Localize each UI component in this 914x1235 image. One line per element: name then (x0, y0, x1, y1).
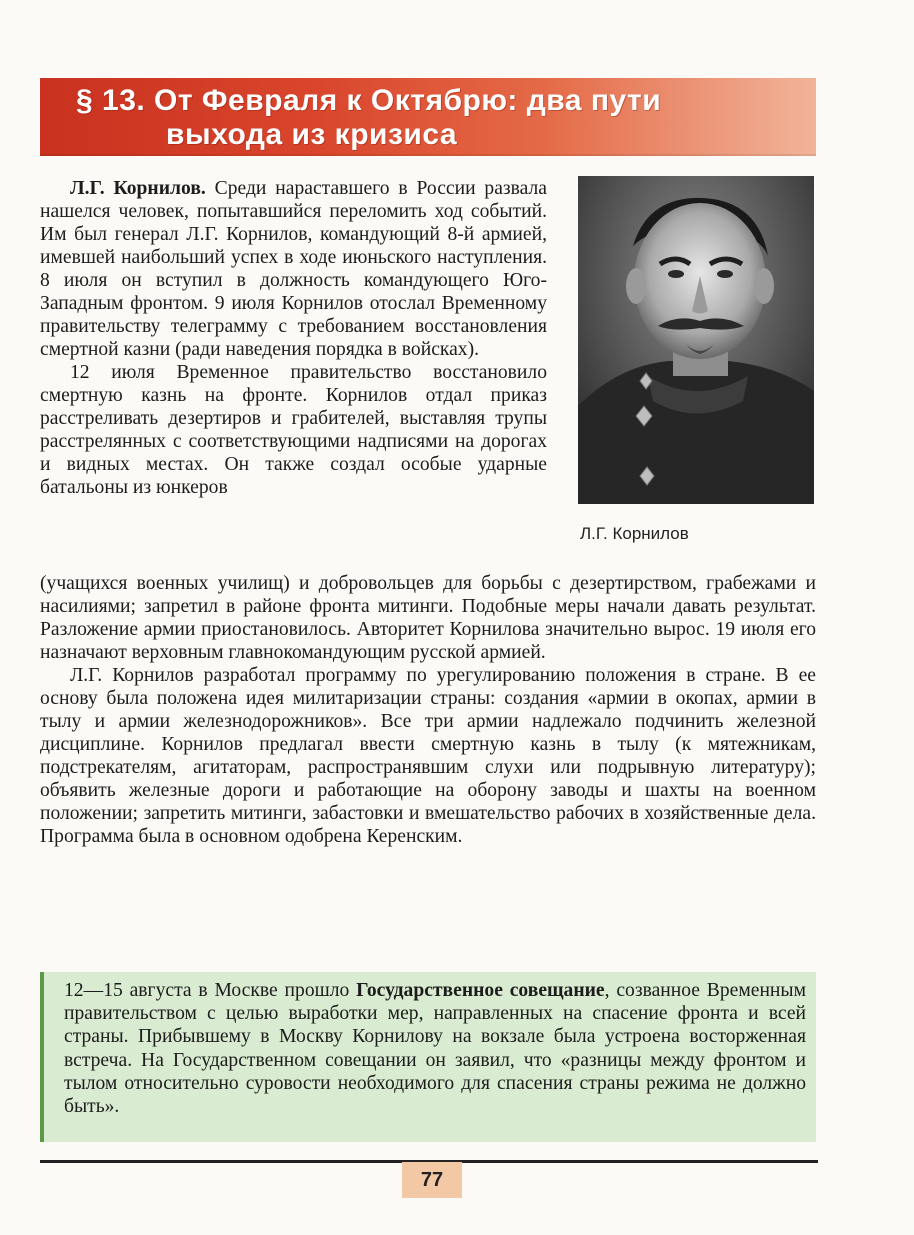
paragraph-text: Среди нараставшего в России развала нашелся человек, попытавшийся переломить ход событий. Им был генерал Л.Г. Корнилов, командующий 8-й армией, имевшей наибольший успех в ходе июньского наступления. 8 июля он вступил в должность командующего Юго-Западным фронтом. 9 июля Корнилов отослал Временному правительству телеграмму с требованием восстановления смертной казни (ради наведения порядка в войсках). (40, 178, 547, 360)
paragraph-kornilov-intro (40, 177, 547, 361)
portrait-caption: Л.Г. Корнилов (580, 524, 689, 543)
portrait-illustration-icon (578, 176, 814, 504)
main-text-full-width (40, 572, 816, 848)
paragraph-program: Л.Г. Корнилов разработал программу по урегулированию положения в стране. В ее основу была положена идея милитаризации страны: создания «армии в окопах, армии в тылу и армии железнодорожников». Все три армии надлежало подчинить железной дисциплине. Корнилов предлагал ввести смертную казнь в тылу (к мятежникам, подстрекателям, агитаторам, распространявшим слухи или подрывную литературу); объявить железные дороги и работающие на оборону заводы и шахты на военном положении; запретить митинги, забастовки и вмешательство рабочих в хозяйственные дела. Программа была в основном одобрена Керенским. (40, 665, 816, 847)
section-title-banner (40, 78, 816, 156)
section-title-line-2: выхода из кризиса (166, 118, 458, 151)
section-title-line-1: § 13. От Февраля к Октябрю: два пути (76, 84, 662, 117)
main-text-column (40, 177, 547, 499)
page-number: 77 (402, 1162, 462, 1198)
paragraph-death-penalty: 12 июля Временное правительство восстановило смертную казнь на фронте. Корнилов отдал приказ расстреливать дезертиров и грабителей, выставляя трупы расстрелянных с соответствующими надписями на дорогах и видных местах. Он также создал особые ударные батальоны из юнкеров (40, 362, 547, 498)
paragraph-lead-term: Л.Г. Корнилов. (70, 178, 206, 199)
highlight-term: Государственное совещание (356, 980, 605, 1001)
highlight-box-state-conference (40, 972, 816, 1142)
highlight-text-after: , созванное Временным правительством с целью выработки мер, направленных на спасение фронта и всей страны. Прибывшему в Москву Корнилову на вокзале была устроена восторженная встреча. На Государственном совещании он заявил, что «разницы между фронтом и тылом относительно суровости необходимого для спасения страны режима не должно быть». (64, 980, 806, 1118)
highlight-text-before: 12—15 августа в Москве прошло (64, 980, 357, 1001)
paragraph-continuation: (учащихся военных училищ) и добровольцев для борьбы с дезертирством, грабежами и насилиями; запретил в районе фронта митинги. Подобные меры начали давать результат. Разложение армии приостановилось. Авторитет Корнилова значительно вырос. 19 июля его назначают верховным главнокомандующим русской армией. (40, 573, 816, 663)
kornilov-portrait (578, 176, 814, 504)
highlight-text (64, 979, 806, 1118)
